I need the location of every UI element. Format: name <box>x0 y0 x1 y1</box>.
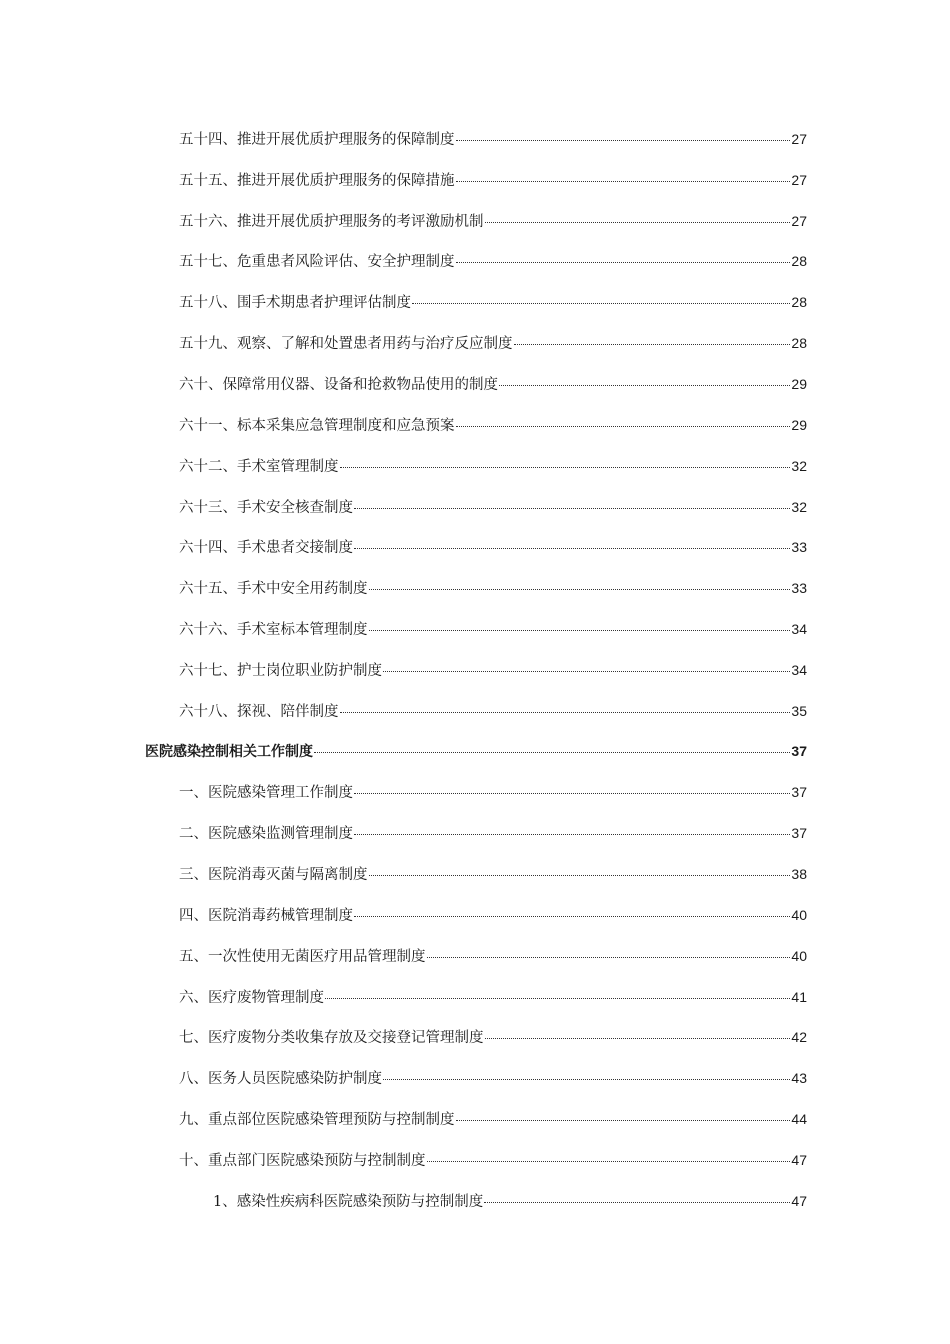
dot-leader <box>427 957 791 958</box>
dot-leader <box>314 752 790 753</box>
dot-leader <box>456 426 791 427</box>
toc-entry-row <box>179 536 807 557</box>
toc-page-number: 33 <box>791 539 807 556</box>
toc-page-number: 32 <box>791 498 807 515</box>
toc-entry-title: 六十四、手术患者交接制度 <box>179 540 353 557</box>
toc-entry[interactable] <box>0 1057 950 1098</box>
toc-page-number: 27 <box>791 212 807 229</box>
toc-entry-row <box>179 291 807 312</box>
dot-leader <box>354 508 790 509</box>
toc-page-number: 27 <box>791 171 807 188</box>
toc-entry-row <box>179 986 807 1007</box>
toc-entry-row <box>179 373 807 394</box>
toc-entry[interactable] <box>0 976 950 1017</box>
dot-leader <box>427 1161 791 1162</box>
toc-entry-title: 五、一次性使用无菌医疗用品管理制度 <box>179 948 426 965</box>
dot-leader <box>484 1202 790 1203</box>
toc-page-number: 37 <box>791 825 807 842</box>
toc-page-number: 34 <box>791 661 807 678</box>
toc-page-number: 28 <box>791 335 807 352</box>
dot-leader <box>456 262 791 263</box>
toc-entry-title: 六十六、手术室标本管理制度 <box>179 622 368 639</box>
toc-entry-title: 五十八、围手术期患者护理评估制度 <box>179 295 411 312</box>
dot-leader <box>354 793 790 794</box>
toc-entry-row <box>179 414 807 435</box>
toc-entry-title: 七、医疗废物分类收集存放及交接登记管理制度 <box>179 1030 484 1047</box>
toc-entry-title: 八、医务人员医院感染防护制度 <box>179 1071 382 1088</box>
dot-leader <box>456 140 791 141</box>
toc-entry-title: 1、感染性疾病科医院感染预防与控制制度 <box>213 1193 484 1210</box>
toc-entry-title: 六十八、探视、陪伴制度 <box>179 703 339 720</box>
toc-page-number: 44 <box>791 1111 807 1128</box>
dot-leader <box>485 1038 791 1039</box>
toc-page-number: 41 <box>791 988 807 1005</box>
toc-entry-title: 四、医院消毒药械管理制度 <box>179 907 353 924</box>
toc-entry[interactable] <box>0 1017 950 1058</box>
toc-entry-row <box>145 741 807 761</box>
dot-leader <box>369 589 791 590</box>
toc-entry-title: 五十七、危重患者风险评估、安全护理制度 <box>179 254 455 271</box>
dot-leader <box>383 671 790 672</box>
toc-entry-row <box>179 250 807 271</box>
toc-entry-title: 五十四、推进开展优质护理服务的保障制度 <box>179 131 455 148</box>
toc-entry-row <box>179 128 807 149</box>
dot-leader <box>369 630 791 631</box>
toc-entry-title: 一、医院感染管理工作制度 <box>179 785 353 802</box>
toc-page-number: 35 <box>791 702 807 719</box>
toc-entry[interactable] <box>0 853 950 894</box>
toc-page-number: 38 <box>791 866 807 883</box>
toc-entry[interactable] <box>0 486 950 527</box>
toc-entry-title: 五十九、观察、了解和处置患者用药与治疗反应制度 <box>179 336 513 353</box>
toc-page-number: 29 <box>791 416 807 433</box>
toc-entry-title: 六十五、手术中安全用药制度 <box>179 581 368 598</box>
toc-entry-title: 三、医院消毒灭菌与隔离制度 <box>179 867 368 884</box>
toc-entry-row <box>179 1108 807 1129</box>
toc-entry[interactable] <box>0 118 950 159</box>
toc-entry-row <box>179 945 807 966</box>
toc-entry-row <box>179 210 807 231</box>
toc-entry-row <box>179 659 807 680</box>
dot-leader <box>354 834 790 835</box>
toc-page-number: 37 <box>791 784 807 801</box>
toc-entry-row <box>179 700 807 721</box>
toc-entry-title: 六十二、手术室管理制度 <box>179 458 339 475</box>
toc-entry[interactable] <box>0 526 950 567</box>
toc-entry-title: 六十、保障常用仪器、设备和抢救物品使用的制度 <box>179 376 498 393</box>
toc-entry-title: 九、重点部位医院感染管理预防与控制制度 <box>179 1112 455 1129</box>
toc-entry-row <box>179 496 807 517</box>
toc-page-number: 42 <box>791 1029 807 1046</box>
toc-entry-row <box>179 455 807 476</box>
toc-entry-title: 六、医疗废物管理制度 <box>179 989 324 1006</box>
toc-entry-title: 六十七、护士岗位职业防护制度 <box>179 662 382 679</box>
toc-entry-row <box>179 863 807 884</box>
toc-entry-title: 六十一、标本采集应急管理制度和应急预案 <box>179 417 455 434</box>
toc-entry-row <box>179 169 807 190</box>
toc-entry[interactable] <box>0 935 950 976</box>
dot-leader <box>369 875 791 876</box>
toc-entry-title: 五十五、推进开展优质护理服务的保障措施 <box>179 172 455 189</box>
toc-entry[interactable] <box>0 404 950 445</box>
toc-entry[interactable] <box>0 159 950 200</box>
toc-page-number: 34 <box>791 621 807 638</box>
toc-entry[interactable] <box>0 445 950 486</box>
toc-entry-row <box>179 904 807 925</box>
toc-page-number: 28 <box>791 294 807 311</box>
toc-entry-row <box>179 822 807 843</box>
toc-entry-title: 二、医院感染监测管理制度 <box>179 826 353 843</box>
toc-page-number: 40 <box>791 906 807 923</box>
toc-entry-title: 五十六、推进开展优质护理服务的考评激励机制 <box>179 213 484 230</box>
toc-entry[interactable] <box>0 363 950 404</box>
dot-leader <box>514 344 791 345</box>
toc-section-heading[interactable] <box>0 731 950 772</box>
toc-entry[interactable] <box>0 772 950 813</box>
toc-entry[interactable] <box>0 608 950 649</box>
toc-page-number: 43 <box>791 1070 807 1087</box>
toc-page-number: 47 <box>791 1152 807 1169</box>
toc-page-number: 28 <box>791 253 807 270</box>
toc-entry-title: 医院感染控制相关工作制度 <box>145 744 313 761</box>
toc-entry[interactable] <box>0 567 950 608</box>
toc-entry[interactable] <box>0 690 950 731</box>
toc-page-number: 27 <box>791 130 807 147</box>
toc-entry[interactable] <box>0 200 950 241</box>
toc-entry-row <box>179 618 807 639</box>
toc-entry-row <box>179 781 807 802</box>
toc-page-number: 40 <box>791 947 807 964</box>
toc-entry-row <box>213 1190 807 1211</box>
toc-entry-row <box>179 1149 807 1170</box>
toc-entry-row <box>179 1026 807 1047</box>
toc-entry[interactable] <box>0 894 950 935</box>
dot-leader <box>456 181 791 182</box>
toc-entry[interactable] <box>0 1180 950 1221</box>
dot-leader <box>340 467 791 468</box>
dot-leader <box>383 1079 790 1080</box>
dot-leader <box>456 1120 791 1121</box>
dot-leader <box>485 222 791 223</box>
toc-entry[interactable] <box>0 649 950 690</box>
toc-page-number: 29 <box>791 375 807 392</box>
toc-entry[interactable] <box>0 281 950 322</box>
dot-leader <box>499 385 790 386</box>
dot-leader <box>325 998 790 999</box>
toc-entry[interactable] <box>0 241 950 282</box>
toc-entry[interactable] <box>0 812 950 853</box>
toc-entry-row <box>179 1067 807 1088</box>
dot-leader <box>412 303 790 304</box>
toc-entry[interactable] <box>0 322 950 363</box>
toc-entry[interactable] <box>0 1139 950 1180</box>
toc-page-number: 33 <box>791 580 807 597</box>
toc-page-number: 37 <box>791 743 807 760</box>
toc-entry-row <box>179 577 807 598</box>
dot-leader <box>354 548 790 549</box>
toc-entry-title: 十、重点部门医院感染预防与控制制度 <box>179 1153 426 1170</box>
table-of-contents <box>0 118 950 1221</box>
toc-entry-title: 六十三、手术安全核查制度 <box>179 499 353 516</box>
toc-page-number: 32 <box>791 457 807 474</box>
toc-entry-row <box>179 332 807 353</box>
toc-entry[interactable] <box>0 1098 950 1139</box>
toc-page-number: 47 <box>791 1192 807 1209</box>
dot-leader <box>340 712 791 713</box>
dot-leader <box>354 916 790 917</box>
